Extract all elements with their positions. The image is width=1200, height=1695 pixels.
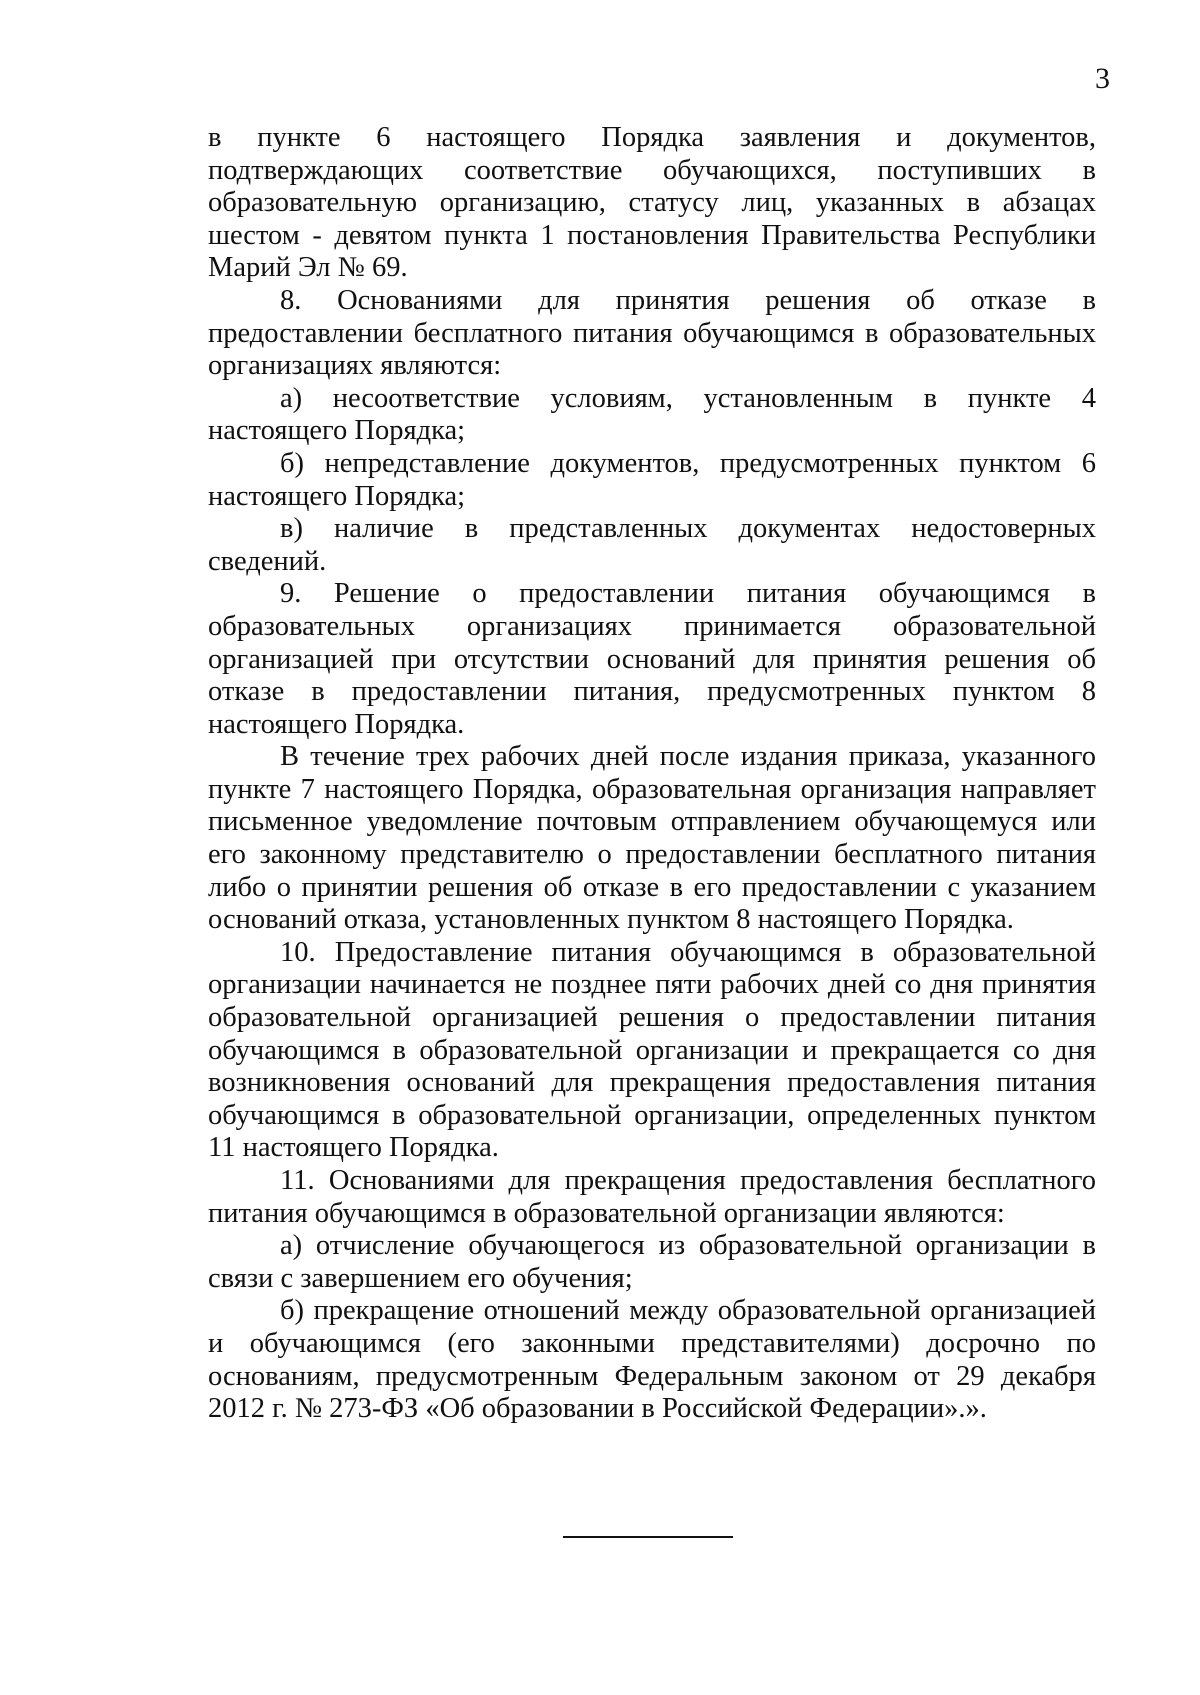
paragraph-8a: а) несоответствие условиям, установленным в пункте 4 настоящего Порядка; [208,382,1096,447]
paragraph-11: 11. Основаниями для прекращения предоставления бесплатного питания обучающимся в образовательной организации являются: [208,1165,1096,1229]
paragraph-9: 9. Решение о предоставлении питания обучающимся в образовательных организациях принимается образовательной организацией при отсутствии оснований для принятия решения об отказе в предоставлении питания, предусмотренных пунктом 8 настоящего Порядка. [208,578,1096,740]
paragraph-8c: в) наличие в представленных документах недостоверных сведений. [208,513,1096,577]
paragraph-8b: б) непредставление документов, предусмотренных пунктом 6 настоящего Порядка; [208,447,1096,512]
paragraph-7-continuation: в пункте 6 настоящего Порядка заявления и документов, подтверждающих соответствие обучающихся, поступивших в образовательную организацию, статусу лиц, указанных в абзацах шестом - девятом пункта 1 постановления Правительства Республики Марий Эл № 69. [208,122,1096,284]
paragraph-10: 10. Предоставление питания обучающимся в образовательной организации начинается не позднее пяти рабочих дней со дня принятия образовательной организацией решения о предоставлении питания обучающимся в образовательной организации и прекращается со дня возникновения оснований для прекращения предоставления питания обучающимся в образовательной организации, определенных пунктом 11 настоящего Порядка. [208,936,1096,1164]
paragraph-8: 8. Основаниями для принятия решения об отказе в предоставлении бесплатного питания обучающимся в образовательных организациях являются: [208,284,1096,382]
paragraph-11b: б) прекращение отношений между образовательной организацией и обучающимся (его законными представителями) досрочно по основаниям, предусмотренным Федеральным законом от 29 декабря 2012 г. № 273-ФЗ «Об образовании в Российской Федерации».». [208,1295,1096,1425]
end-of-document-rule [563,1536,733,1538]
page-number: 3 [1095,62,1110,95]
paragraph-11a: а) отчисление обучающегося из образовательной организации в связи с завершением его обучения; [208,1230,1096,1294]
paragraph-9-notification: В течение трех рабочих дней после издания приказа, указанного пункте 7 настоящего Порядка, образовательная организация направляет письменное уведомление почтовым отправлением обучающемуся или его законному представителю о предоставлении бесплатного питания либо о принятии решения об отказе в его предоставлении с указанием оснований отказа, установленных пунктом 8 настоящего Порядка. [208,741,1096,936]
document-body [208,122,1096,1426]
